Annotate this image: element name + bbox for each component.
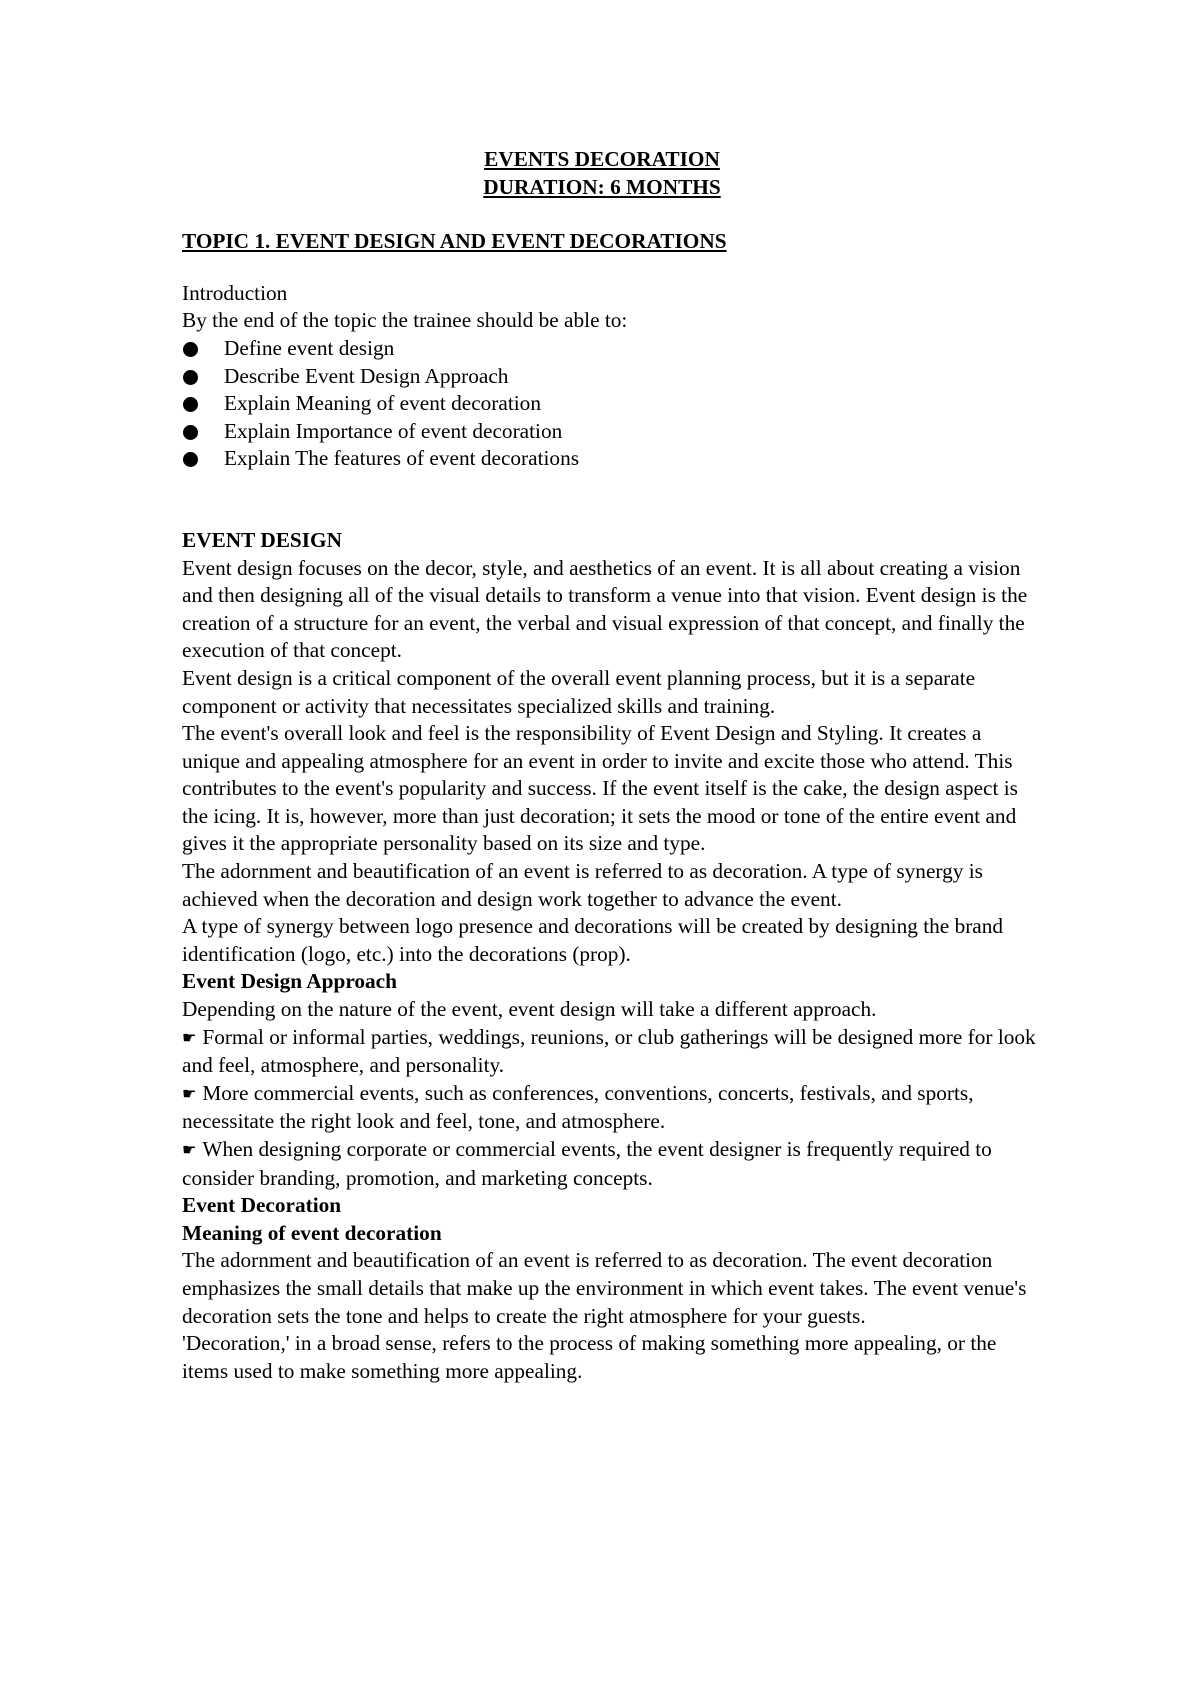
objective-item: Explain Meaning of event decoration <box>182 390 1042 418</box>
approach-lead: Depending on the nature of the event, event design will take a different approach. <box>182 997 877 1022</box>
approach-item: ☛ More commercial events, such as conferences, conventions, concerts, festivals, and sports, necessitate the right look and feel, tone, and atmosphere. <box>182 1080 974 1134</box>
approach-heading: Event Design Approach <box>182 969 397 994</box>
bullet-icon <box>183 397 198 412</box>
event-design-heading: EVENT DESIGN <box>182 527 342 552</box>
objectives-list <box>182 335 1042 473</box>
approach-item: ☛ When designing corporate or commercial events, the event designer is frequently required to consider branding, promotion, and marketing concepts. <box>182 1137 992 1190</box>
event-design-paragraph: The event's overall look and feel is the responsibility of Event Design and Styling. It creates a unique and appealing atmosphere for an event in order to invite and excite those who attend. This contributes to the event's popularity and success. If the event itself is the cake, the design aspect is the icing. It is, however, more than just decoration; it sets the mood or tone of the entire event and gives it the appropriate personality based on its size and type. <box>182 721 1018 856</box>
bullet-icon <box>183 425 198 440</box>
bullet-icon <box>183 342 198 357</box>
bullet-icon <box>183 370 198 385</box>
objective-item: Describe Event Design Approach <box>182 363 1042 391</box>
objective-item: Define event design <box>182 335 1042 363</box>
decoration-heading: Event Decoration <box>182 1193 342 1218</box>
event-design-paragraph: A type of synergy between logo presence and decorations will be created by designing the brand identification (logo, etc.) into the decorations (prop). <box>182 914 1004 966</box>
decoration-subheading: Meaning of event decoration <box>182 1220 442 1245</box>
event-design-paragraph: Event design is a critical component of the overall event planning process, but it is a separate component or activity that necessitates specialized skills and training. <box>182 665 976 718</box>
document-body <box>182 146 1042 1385</box>
topic-heading: TOPIC 1. EVENT DESIGN AND EVENT DECORATIONS <box>182 229 727 254</box>
intro-label: Introduction <box>182 280 288 305</box>
approach-item: ☛ Formal or informal parties, weddings, reunions, or club gatherings will be designed more for look and feel, atmosphere, and personality. <box>182 1024 1036 1078</box>
pointing-hand-icon: ☛ <box>182 1029 197 1047</box>
decoration-paragraph: The adornment and beautification of an event is referred to as decoration. The event decoration emphasizes the small details that make up the environment in which event takes. The event venue's decoration sets the tone and helps to create the right atmosphere for your guests. <box>182 1248 1027 1328</box>
document-title: EVENTS DECORATION <box>484 147 720 171</box>
event-design-paragraph: Event design focuses on the decor, style, and aesthetics of an event. It is all about creating a vision and then designing all of the visual details to transform a venue into that vision. Event design is the creation of a structure for an event, the verbal and visual expression of that concept, and finally the execution of that concept. <box>182 555 1028 663</box>
event-design-paragraph: The adornment and beautification of an event is referred to as decoration. A type of synergy is achieved when the decoration and design work together to advance the event. <box>182 859 983 911</box>
duration-line: DURATION: 6 MONTHS <box>483 174 721 199</box>
decoration-paragraph: 'Decoration,' in a broad sense, refers to the process of making something more appealing, or the items used to make something more appealing. <box>182 1331 997 1383</box>
objective-item: Explain Importance of event decoration <box>182 418 1042 446</box>
pointing-hand-icon: ☛ <box>182 1142 197 1159</box>
pointing-hand-icon: ☛ <box>182 1085 197 1103</box>
intro-lead: By the end of the topic the trainee should be able to: <box>182 308 628 333</box>
bullet-icon <box>183 452 198 467</box>
objective-item: Explain The features of event decorations <box>182 445 1042 473</box>
